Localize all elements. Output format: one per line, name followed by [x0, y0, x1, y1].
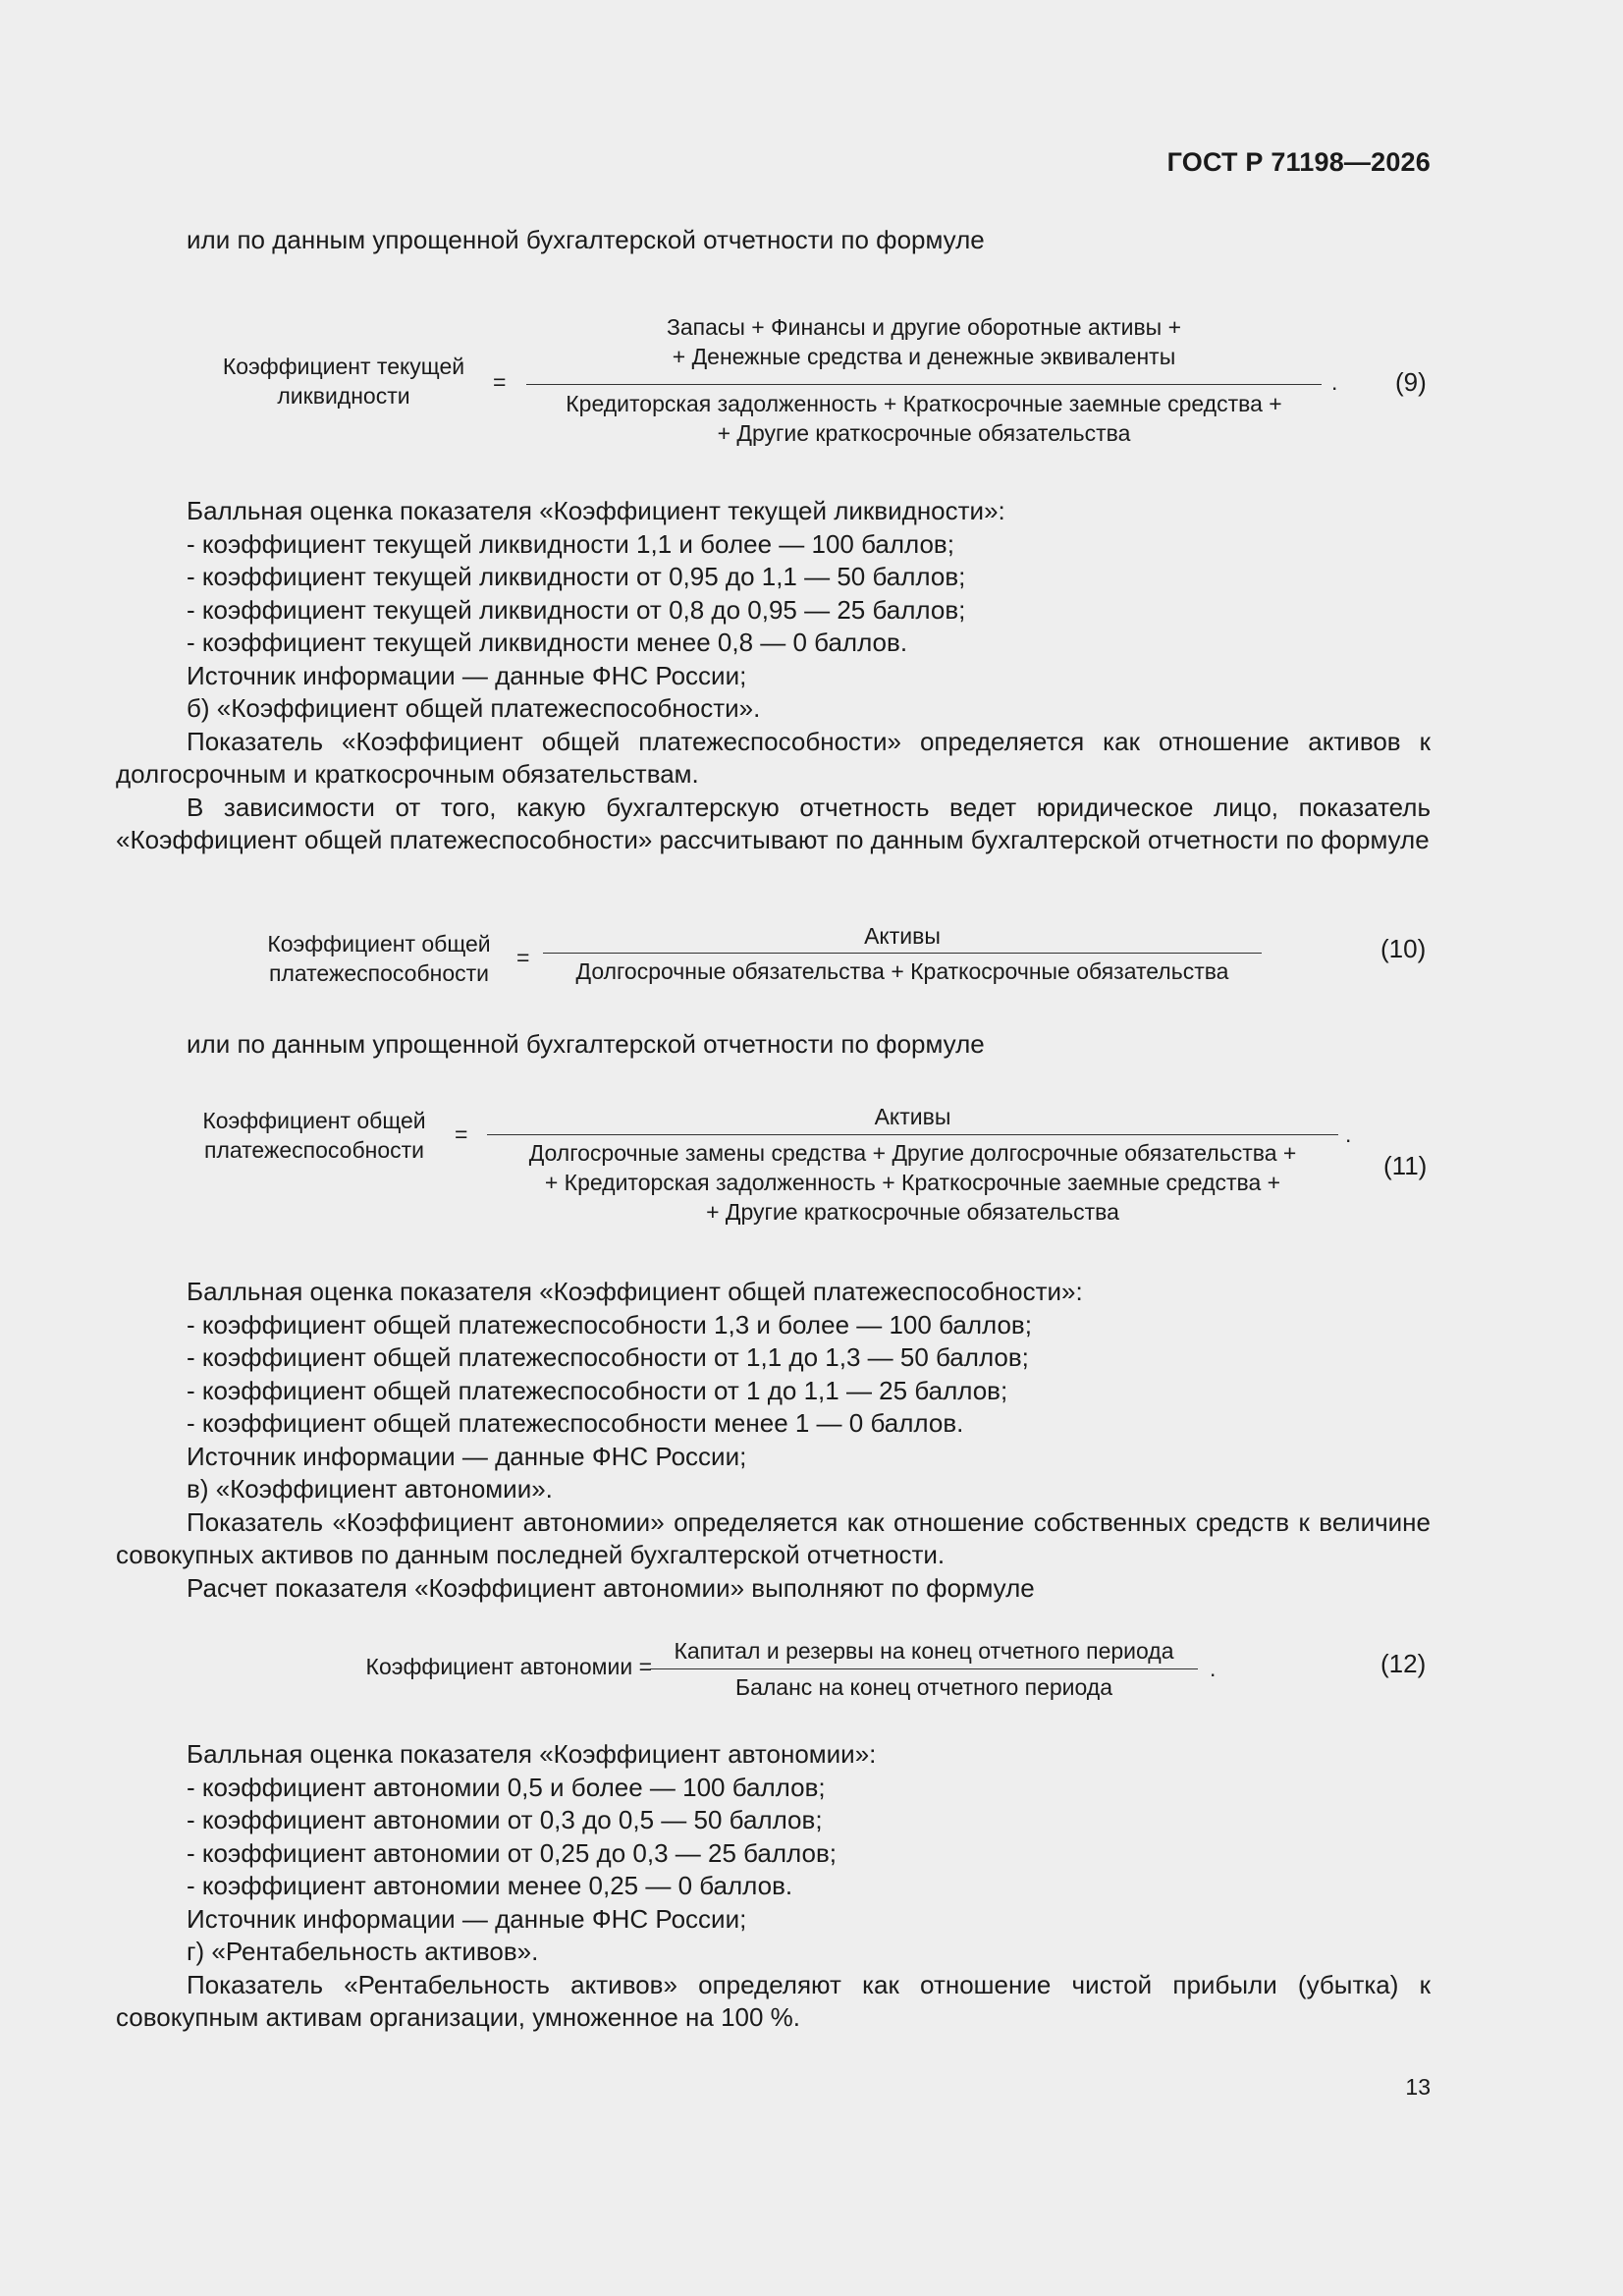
- item-v: в) «Коэффициент автономии».: [187, 1474, 553, 1503]
- formula-9-numerator: Запасы + Финансы и другие оборотные активы + + Денежные средства и денежные эквиваленты: [666, 314, 1182, 369]
- item-b: б) «Коэффициент общей платежеспособности».: [187, 693, 761, 723]
- formula-9: Коэффициент текущей ликвидности = Запасы + Финансы и другие оборотные активы + + Денежные средства и денежные эквиваленты Кредиторская задолженность + Краткосрочные заемные средства + + Другие краткосрочные обязательства . (9): [0, 312, 1623, 460]
- list-item: - коэффициент текущей ликвидности менее 0,8 — 0 баллов.: [187, 628, 908, 657]
- list-item: - коэффициент общей платежеспособности 1,3 и более — 100 баллов;: [187, 1309, 1032, 1339]
- intro-section: [116, 224, 1431, 257]
- list-item: - коэффициент текущей ликвидности от 0,95 до 1,1 — 50 баллов;: [187, 562, 966, 591]
- formula-11-fraction: [487, 1102, 1338, 1227]
- formula-9-number: (9): [1395, 367, 1427, 397]
- formula-12-numerator: Капитал и резервы на конец отчетного периода: [674, 1638, 1174, 1664]
- list-item: - коэффициент автономии от 0,25 до 0,3 — 25 баллов;: [187, 1837, 838, 1868]
- formula-9-fraction: [526, 312, 1322, 448]
- list-item: - коэффициент текущей ликвидности 1,1 и более — 100 баллов;: [187, 528, 954, 559]
- formula-11: Коэффициент общей платежеспособности = Активы Долгосрочные замены средства + Другие долгосрочные обязательства + + Кредиторская задолженность + Краткосрочные заемные средства + + Другие краткосрочные обязательства . (11): [0, 1102, 1623, 1239]
- formula-11-denominator: Долгосрочные замены средства + Другие долгосрочные обязательства + + Кредиторская задолженность + Краткосрочные заемные средства + + Другие краткосрочные обязательства: [528, 1140, 1297, 1225]
- source-line: Источник информации — данные ФНС России;: [187, 1441, 747, 1471]
- paragraph-definition: Показатель «Рентабельность активов» определяют как отношение чистой прибыли (убытка) к совокупным активам организации, умноженное на 100 %.: [116, 1969, 1431, 2032]
- formula-10-number: (10): [1380, 934, 1427, 963]
- paragraph-simplified-formula: или по данным упрощенной бухгалтерской отчетности по формуле: [187, 225, 985, 254]
- formula-10-fraction: [543, 921, 1262, 986]
- formula-11-equals: =: [455, 1121, 468, 1147]
- simplified-section-2: [116, 1028, 1431, 1062]
- list-item: - коэффициент автономии от 0,3 до 0,5 — 50 баллов;: [187, 1805, 823, 1834]
- paragraph-simplified-formula-2: или по данным упрощенной бухгалтерской отчетности по формуле: [187, 1029, 985, 1059]
- formula-12-label: Коэффициент автономии =: [365, 1654, 652, 1679]
- list-item: - коэффициент общей платежеспособности менее 1 — 0 баллов.: [187, 1408, 964, 1438]
- formula-11-number: (11): [1383, 1151, 1428, 1180]
- formula-12-denominator: Баланс на конец отчетного периода: [734, 1674, 1113, 1700]
- paragraph-dependency: В зависимости от того, какую бухгалтерскую отчетность ведет юридическое лицо, показатель «Коэффициент общей платежеспособности» рассчитывают по данным бухгалтерской отчетности по формуле: [116, 792, 1431, 854]
- formula-12-number: (12): [1380, 1649, 1427, 1678]
- formula-10-equals: =: [516, 945, 530, 970]
- list-item: - коэффициент автономии 0,5 и более — 100 баллов;: [187, 1772, 826, 1802]
- document-header: ГОСТ Р 71198—2026: [1166, 147, 1431, 177]
- formula-10: [0, 921, 1623, 990]
- formula-10-denominator: Долгосрочные обязательства + Краткосрочные обязательства: [575, 958, 1229, 984]
- formula-11-numerator: Активы: [874, 1104, 951, 1129]
- autonomy-scoring-section: [116, 1738, 1431, 2035]
- list-item: - коэффициент автономии менее 0,25 — 0 баллов.: [187, 1871, 793, 1900]
- scoring-title: Балльная оценка показателя «Коэффициент текущей ликвидности»:: [187, 496, 1005, 525]
- source-line: Источник информации — данные ФНС России;: [187, 660, 747, 690]
- list-item: - коэффициент текущей ликвидности от 0,8 до 0,95 — 25 баллов;: [187, 594, 966, 625]
- paragraph-definition: Показатель «Коэффициент общей платежеспособности» определяется как отношение активов к долгосрочным и краткосрочным обязательствам.: [116, 726, 1431, 789]
- scoring-title: Балльная оценка показателя «Коэффициент общей платежеспособности»:: [187, 1277, 1083, 1306]
- solvency-scoring-section: [116, 1276, 1431, 1605]
- formula-9-label: Коэффициент текущей ликвидности: [222, 354, 465, 409]
- liquidity-scoring-section: [116, 495, 1431, 857]
- formula-12-fraction: [650, 1636, 1198, 1702]
- page-number: 13: [1405, 2074, 1431, 2100]
- formula-11-label: Коэффициент общей платежеспособности: [202, 1108, 426, 1163]
- paragraph-calculation: Расчет показателя «Коэффициент автономии» выполняют по формуле: [187, 1572, 1035, 1603]
- formula-9-equals: =: [493, 369, 507, 395]
- list-item: - коэффициент общей платежеспособности от 1 до 1,1 — 25 баллов;: [187, 1375, 1008, 1405]
- formula-9-denominator: Кредиторская задолженность + Краткосрочные заемные средства + + Другие краткосрочные обязательства: [566, 391, 1282, 446]
- source-line: Источник информации — данные ФНС России;: [187, 1903, 747, 1934]
- formula-10-label: Коэффициент общей платежеспособности: [267, 931, 491, 986]
- scoring-title: Балльная оценка показателя «Коэффициент автономии»:: [187, 1739, 877, 1769]
- list-item: - коэффициент общей платежеспособности от 1,1 до 1,3 — 50 баллов;: [187, 1342, 1029, 1372]
- paragraph-definition: Показатель «Коэффициент автономии» определяется как отношение собственных средств к величине совокупных активов по данным последней бухгалтерской отчетности.: [116, 1506, 1431, 1569]
- formula-12: Коэффициент автономии = Капитал и резервы на конец отчетного периода Баланс на конец отчетного периода . (12): [0, 1636, 1623, 1705]
- formula-10-numerator: Активы: [864, 923, 941, 949]
- item-g: г) «Рентабельность активов».: [187, 1937, 539, 1966]
